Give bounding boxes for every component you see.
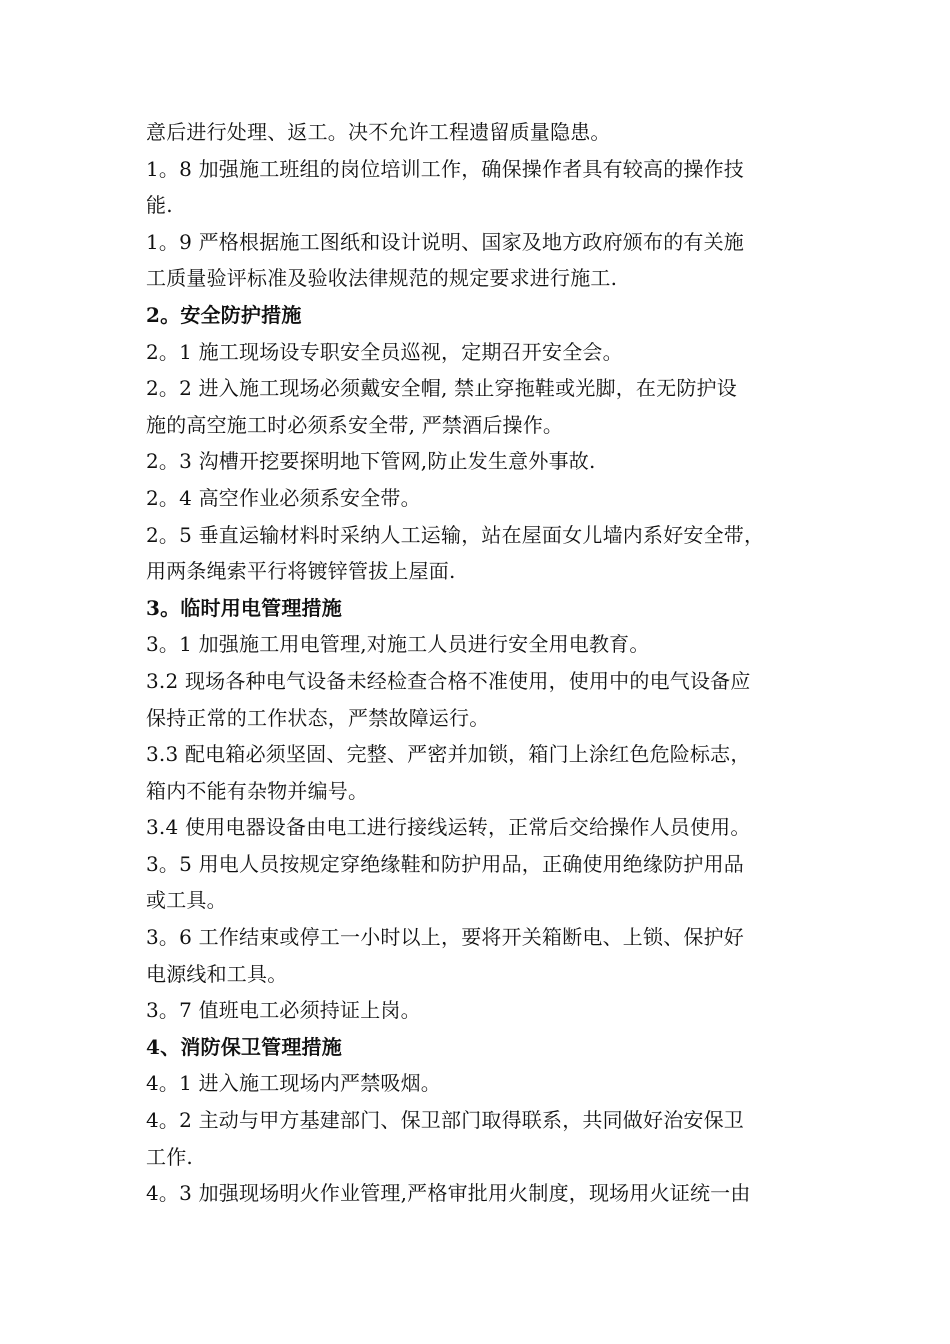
text-line: 3。5 用电人员按规定穿绝缘鞋和防护用品，正确使用绝缘防护用品 <box>146 851 745 876</box>
text-line: 3.3 配电箱必须坚固、完整、严密并加锁，箱门上涂红色危险标志， <box>146 742 751 767</box>
section-heading: 4、消防保卫管理措施 <box>146 1034 342 1059</box>
text-line: 意后进行处理、返工。决不允许工程遗留质量隐患。 <box>146 120 611 144</box>
text-line: 或工具。 <box>146 888 227 913</box>
text-line: 施的高空施工时必须系安全带, 严禁酒后操作。 <box>146 412 564 437</box>
text-line: 2。5 垂直运输材料时采纳人工运输，站在屋面女儿墙内系好安全带， <box>146 522 765 547</box>
text-line: 2。3 沟槽开挖要探明地下管网,防止发生意外事故. <box>146 449 596 474</box>
text-line: 3。7 值班电工必须持证上岗。 <box>146 998 421 1023</box>
text-line: 1。9 严格根据施工图纸和设计说明、国家及地方政府颁布的有关施 <box>146 229 745 254</box>
text-line: 3。1 加强施工用电管理,对施工人员进行安全用电教育。 <box>146 632 650 657</box>
text-line: 用两条绳索平行将镀锌管拔上屋面. <box>146 559 456 584</box>
text-line: 保持正常的工作状态，严禁故障运行。 <box>146 705 490 730</box>
text-line: 4。2 主动与甲方基建部门、保卫部门取得联系，共同做好治安保卫 <box>146 1108 745 1133</box>
text-line: 1。8 加强施工班组的岗位培训工作，确保操作者具有较高的操作技 <box>146 156 745 181</box>
text-line: 4。3 加强现场明火作业管理,严格审批用火制度，现场用火证统一由 <box>146 1181 751 1206</box>
text-line: 电源线和工具。 <box>146 961 288 986</box>
text-line: 箱内不能有杂物并编号。 <box>146 778 369 803</box>
text-line: 3.2 现场各种电气设备未经检查合格不准使用，使用中的电气设备应 <box>146 668 751 693</box>
text-line: 能. <box>146 193 173 218</box>
text-line: 4。1 进入施工现场内严禁吸烟。 <box>146 1071 442 1096</box>
text-line: 2。1 施工现场设专职安全员巡视，定期召开安全会。 <box>146 339 623 364</box>
text-line: 2。4 高空作业必须系安全带。 <box>146 485 421 510</box>
text-line: 2。2 进入施工现场必须戴安全帽, 禁止穿拖鞋或光脚，在无防护设 <box>146 376 737 401</box>
section-heading: 2。安全防护措施 <box>146 302 302 327</box>
text-line: 工作. <box>146 1144 193 1169</box>
text-line: 3.4 使用电器设备由电工进行接线运转，正常后交给操作人员使用。 <box>146 815 751 840</box>
document-body <box>146 114 826 1212</box>
section-heading: 3。临时用电管理措施 <box>146 595 342 620</box>
text-line: 3。6 工作结束或停工一小时以上，要将开关箱断电、上锁、保护好 <box>146 925 745 950</box>
text-line: 工质量验评标准及验收法律规范的规定要求进行施工. <box>146 266 618 291</box>
